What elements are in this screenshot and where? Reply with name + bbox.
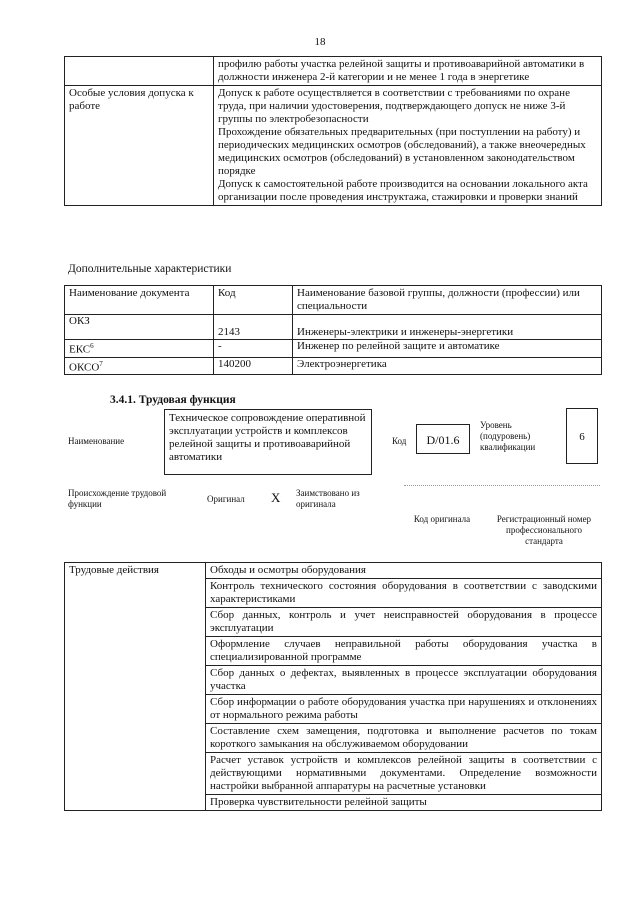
code-cell: 140200 (214, 357, 293, 375)
header-code: Код (214, 286, 293, 315)
conditions-value (214, 86, 602, 206)
conditions-paragraph: Допуск к работе осуществляется в соответствии с требованиями по охране труда, при наличии удостоверения, подтверждающего допуск не ниже 3-й группы по электробезопасности (218, 87, 570, 125)
code-label: Код (392, 436, 407, 446)
conditions-label (65, 57, 214, 86)
table-row (65, 357, 602, 375)
conditions-label: Особые условия допуска к работе (65, 86, 214, 206)
function-heading: 3.4.1. Трудовая функция (110, 394, 236, 406)
action-item: Составление схем замещения, подготовка и выполнение расчетов по токам короткого замыкания на обслуживаемом оборудовании (206, 724, 602, 753)
table-row (65, 340, 602, 358)
level-label: Уровень (подуровень) квалификации (480, 420, 536, 452)
actions-table (64, 562, 602, 811)
name-label: Наименование (68, 436, 125, 446)
action-item: Расчет уставок устройств и комплексов релейной защиты в соответствии с действующими нормативными документами. Определение возможности настройки выбранной аппаратуры на расчетные установки (206, 753, 602, 795)
action-item: Оформление случаев неправильной работы оборудования участка в специализированной программе (206, 637, 602, 666)
conditions-value (214, 57, 602, 86)
table-row (65, 86, 602, 206)
original-mark: X (271, 490, 281, 505)
action-item: Проверка чувствительности релейной защиты (206, 795, 602, 811)
name-cell: Инженеры-электрики и инженеры-энергетики (293, 315, 602, 340)
code-cell: 2143 (214, 315, 293, 340)
footnote-mark: 7 (99, 359, 103, 368)
level-box: 6 (566, 408, 598, 464)
action-item: Контроль технического состояния оборудования в соответствии с заводскими характеристиками (206, 579, 602, 608)
actions-label: Трудовые действия (65, 563, 206, 811)
action-item: Сбор данных о дефектах, выявленных в процессе эксплуатации оборудования участка (206, 666, 602, 695)
name-cell: Электроэнергетика (293, 357, 602, 375)
action-item: Сбор данных, контроль и учет неисправностей оборудования в процессе эксплуатации (206, 608, 602, 637)
name-cell: Инженер по релейной защите и автоматике (293, 340, 602, 358)
reg-number-label: Регистрационный номер профессионального стандарта (496, 514, 592, 546)
doc-name: ОКСО (69, 361, 100, 374)
header-name: Наименование базовой группы, должности (профессии) или специальности (293, 286, 602, 315)
footnote-mark: 6 (90, 342, 94, 350)
borrowed-label: Заимствовано из оригинала (296, 488, 360, 509)
origin-code-field (404, 485, 600, 486)
conditions-paragraph: Прохождение обязательных предварительных (при поступлении на работу) и периодических медицинских осмотров (обследований), а также внеочередных медицинских осмотров (обследований) в установленном законодательством порядке (218, 126, 586, 177)
additional-heading: Дополнительные характеристики (68, 263, 232, 275)
conditions-paragraph: профилю работы участка релейной защиты и противоаварийной автоматики в должности инженера 2-й категории и не менее 1 года в энергетике (218, 58, 585, 83)
table-header-row (65, 286, 602, 315)
action-item: Обходы и осмотры оборудования (206, 563, 602, 579)
page-number: 18 (314, 36, 326, 48)
function-code-box: D/01.6 (416, 424, 470, 454)
conditions-paragraph: Допуск к самостоятельной работе производится на основании локального акта организации после проведения инструктажа, стажировки и проверки знаний (218, 178, 588, 203)
header-document: Наименование документа (65, 286, 214, 315)
origin-label: Происхождение трудовой функции (68, 488, 167, 509)
doc-cell (65, 340, 214, 358)
table-row (65, 315, 602, 340)
origin-code-label: Код оригинала (413, 514, 471, 524)
doc-cell (65, 315, 214, 340)
conditions-table (64, 56, 602, 206)
additional-table (64, 285, 602, 375)
original-label: Оригинал (207, 494, 245, 504)
doc-name: ЕКС (69, 343, 91, 356)
table-row (65, 57, 602, 86)
table-row (65, 563, 602, 579)
function-name-box: Техническое сопровождение оперативной эксплуатации устройств и комплексов релейной защиты и противоаварийной автоматики (164, 409, 372, 475)
code-cell: - (214, 340, 293, 358)
doc-name: ОКЗ (69, 315, 90, 327)
doc-cell (65, 357, 214, 375)
action-item: Сбор информации о работе оборудования участка при нарушениях и отклонениях от нормального режима работы (206, 695, 602, 724)
